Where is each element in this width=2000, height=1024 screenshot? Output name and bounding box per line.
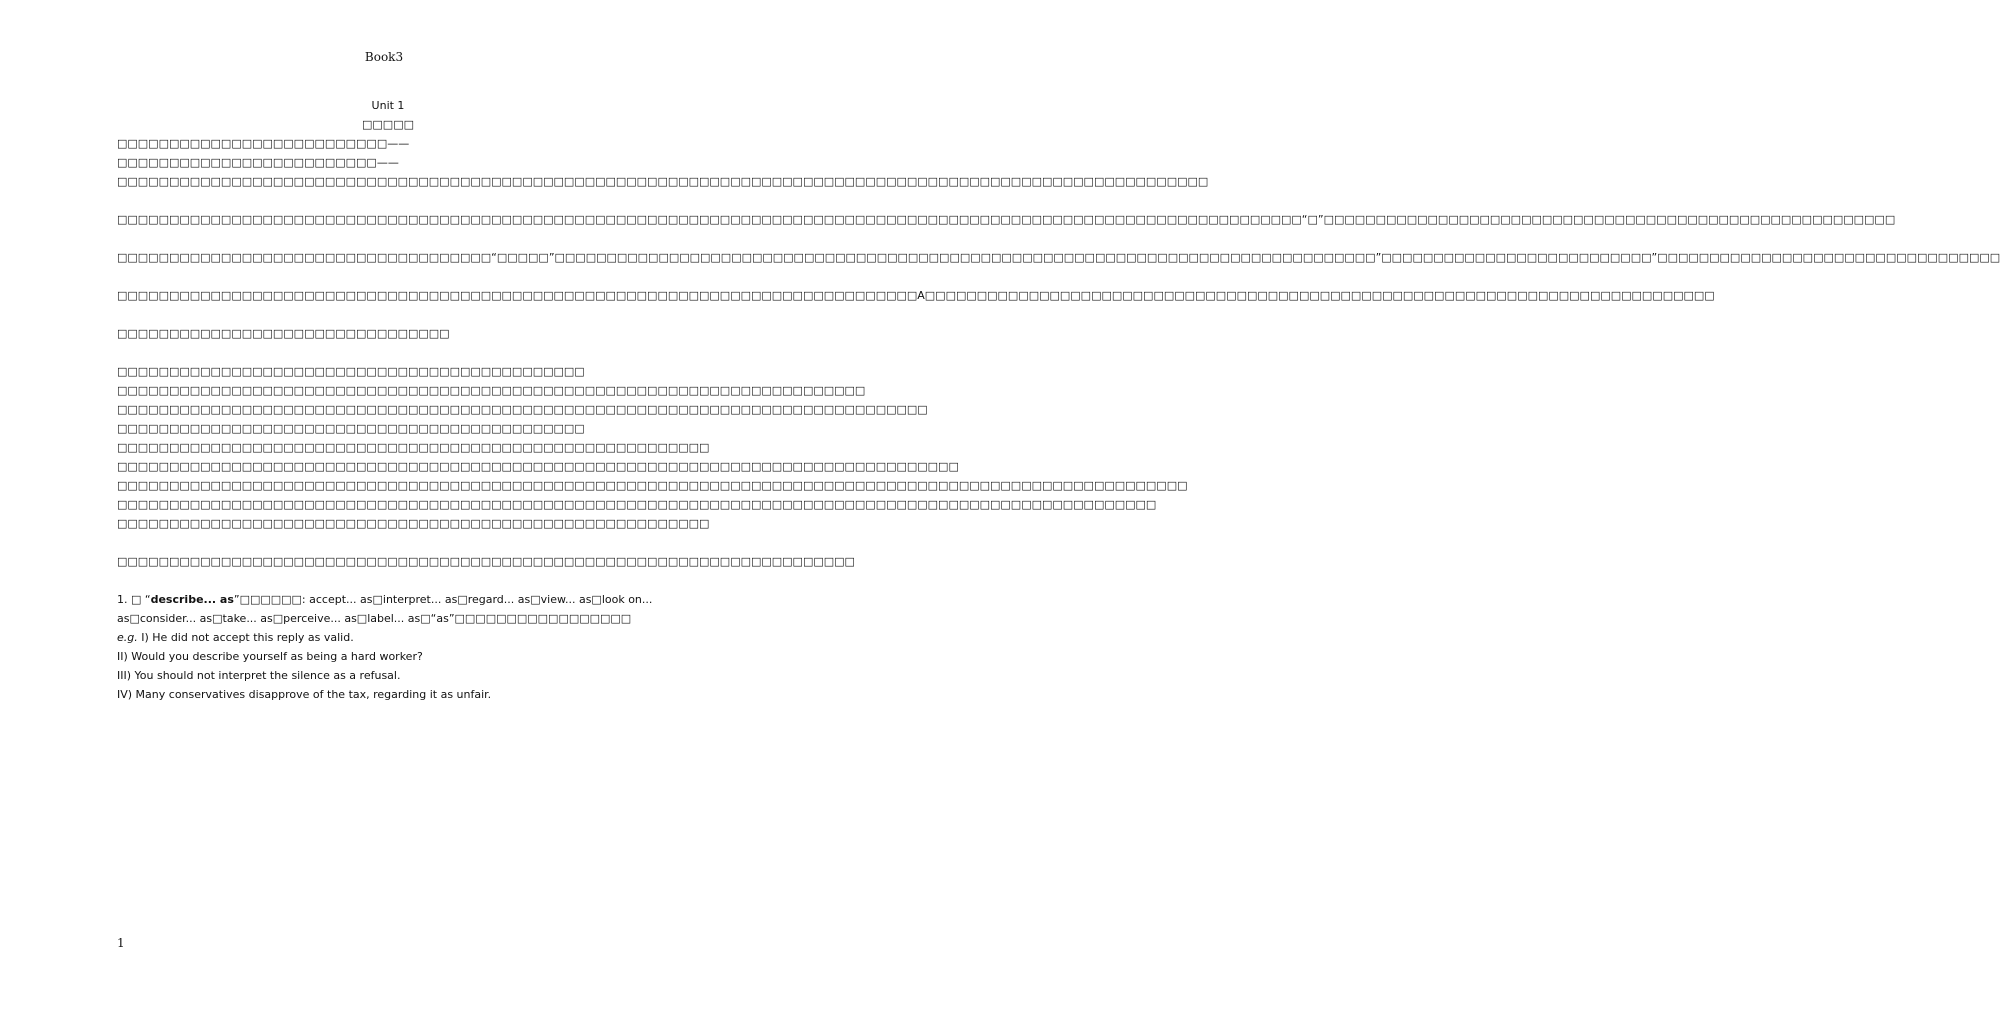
list-line-9: □□□□□□□□□□□□□□□□□□□□□□□□□□□□□□□□□□□□□□□□□□□□□□□□□□□□□□□□□: [117, 517, 710, 530]
vocab-number: 1.: [117, 593, 128, 606]
eg-label: e.g.: [117, 631, 138, 644]
spacer: [117, 533, 659, 552]
page-header: Book3: [364, 50, 404, 64]
example-2: II) Would you describe yourself as being a hard worker?: [117, 650, 423, 663]
list-line-6: □□□□□□□□□□□□□□□□□□□□□□□□□□□□□□□□□□□□□□□□□□□□□□□□□□□□□□□□□□□□□□□□□□□□□□□□□□□□□□□□□: [117, 460, 959, 473]
spacer: [117, 571, 659, 590]
paragraph-5: □□□□□□□□□□□□□□□□□□□□□□□□□□□□□□□□: [117, 327, 450, 340]
list-line-5: □□□□□□□□□□□□□□□□□□□□□□□□□□□□□□□□□□□□□□□□□□□□□□□□□□□□□□□□□: [117, 441, 710, 454]
vocab-description: ”□□□□□□: accept... as□interpret... as□regard... as□view... as□look on... as□consider... as□take... as□perceive... as□label... as□“as”□□□□□□□□□□□□□□□□□: [117, 593, 653, 625]
example-1: [117, 628, 659, 647]
list-line-1: □□□□□□□□□□□□□□□□□□□□□□□□□□□□□□□□□□□□□□□□□□□□□: [117, 365, 585, 378]
paragraph-3: □□□□□□□□□□□□□□□□□□□□□□□□□□□□□□□□□□□□“□□□□□”□□□□□□□□□□□□□□□□□□□□□□□□□□□□□□□□□□□□□□□□□□□□□□□□□□□□□□□□□□□□□□□□□□□□□□□□□□□□□□□”□□□□□□□□□□□□□□□□□□□□□□□□□□”□□□□□□□□□□□□□□□□□□□□□□□□□□□□□□□□□: [117, 251, 2000, 264]
paragraph-2: □□□□□□□□□□□□□□□□□□□□□□□□□□□□□□□□□□□□□□□□□□□□□□□□□□□□□□□□□□□□□□□□□□□□□□□□□□□□□□□□□□□□□□□□□□□□□□□□□□□□□□□□□□□□□□□□□□“□”□□□□□□□□□□□□□□□□□□□□□□□□□□□□□□□□□□□□□□□□□□□□□□□□□□□□□□□: [117, 213, 1896, 226]
unit-subtitle: □□□□□: [362, 118, 414, 131]
example-1-text: I) He did not accept this reply as valid.: [137, 631, 354, 644]
page-number: 1: [117, 936, 125, 950]
paragraph-4: □□□□□□□□□□□□□□□□□□□□□□□□□□□□□□□□□□□□□□□□□□□□□□□□□□□□□□□□□□□□□□□□□□□□□□□□□□□□□A□□□□□□□□□□□□□□□□□□□□□□□□□□□□□□□□□□□□□□□□□□□□□□□□□□□□□□□□□□□□□□□□□□□□□□□□□□□□: [117, 289, 1715, 302]
vocab-prefix: □ “: [131, 593, 151, 606]
unit-title: Unit 1: [371, 99, 405, 112]
list-line-7: □□□□□□□□□□□□□□□□□□□□□□□□□□□□□□□□□□□□□□□□□□□□□□□□□□□□□□□□□□□□□□□□□□□□□□□□□□□□□□□□□□□□□□□□□□□□□□□□□□□□□□□: [117, 479, 1188, 492]
list-line-4: □□□□□□□□□□□□□□□□□□□□□□□□□□□□□□□□□□□□□□□□□□□□□: [117, 422, 585, 435]
list-line-8: □□□□□□□□□□□□□□□□□□□□□□□□□□□□□□□□□□□□□□□□□□□□□□□□□□□□□□□□□□□□□□□□□□□□□□□□□□□□□□□□□□□□□□□□□□□□□□□□□□□□: [117, 498, 1157, 511]
example-3: III) You should not interpret the silence as a refusal.: [117, 669, 401, 682]
closing-paragraph: □□□□□□□□□□□□□□□□□□□□□□□□□□□□□□□□□□□□□□□□□□□□□□□□□□□□□□□□□□□□□□□□□□□□□□□: [117, 555, 855, 568]
vocab-headword: describe... as: [150, 593, 234, 606]
spacer: [117, 343, 659, 362]
spacer: [117, 229, 659, 248]
document-body: [117, 96, 2000, 704]
spacer: [117, 267, 659, 286]
list-line-3: □□□□□□□□□□□□□□□□□□□□□□□□□□□□□□□□□□□□□□□□□□□□□□□□□□□□□□□□□□□□□□□□□□□□□□□□□□□□□□: [117, 403, 928, 416]
spacer: [117, 191, 659, 210]
vocab-entry: [117, 590, 659, 628]
paragraph-1: □□□□□□□□□□□□□□□□□□□□□□□□□□——□□□□□□□□□□□□□□□□□□□□□□□□□——□□□□□□□□□□□□□□□□□□□□□□□□□□□□□□□□□□□□□□□□□□□□□□□□□□□□□□□□□□□□□□□□□□□□□□□□□□□□□□□□□□□□□□□□□□□□□□□□□□□□□□□□□: [117, 137, 1209, 188]
example-4: IV) Many conservatives disapprove of the tax, regarding it as unfair.: [117, 688, 492, 701]
list-line-2: □□□□□□□□□□□□□□□□□□□□□□□□□□□□□□□□□□□□□□□□□□□□□□□□□□□□□□□□□□□□□□□□□□□□□□□□: [117, 384, 866, 397]
spacer: [117, 305, 659, 324]
